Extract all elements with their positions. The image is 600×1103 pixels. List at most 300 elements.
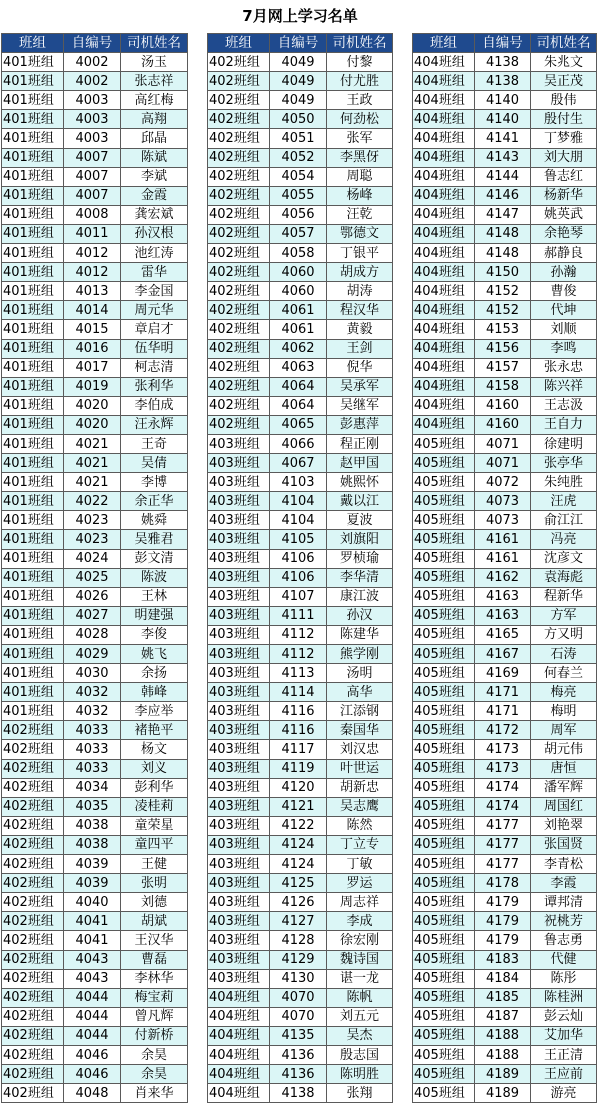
number-cell: 4111 [270,606,327,625]
team-cell: 401班组 [2,167,64,186]
team-cell: 402班组 [208,244,270,263]
table-row [2,683,188,702]
table-row [413,1045,597,1064]
team-cell: 403班组 [208,759,270,778]
number-cell: 4023 [64,530,121,549]
driver-name-cell: 刘大朋 [531,148,597,167]
team-cell: 405班组 [413,702,475,721]
number-cell: 4174 [475,778,531,797]
number-cell: 4051 [270,129,327,148]
table-header-row [413,34,597,53]
table-row [208,549,393,568]
team-cell: 404班组 [413,358,475,377]
driver-name-cell: 张永忠 [531,358,597,377]
team-cell: 403班组 [208,434,270,453]
driver-name-cell: 杨新华 [531,186,597,205]
driver-name-cell: 梅亮 [531,683,597,702]
number-cell: 4070 [270,988,327,1007]
number-cell: 4116 [270,702,327,721]
table-row [2,1045,188,1064]
number-cell: 4014 [64,301,121,320]
team-cell: 405班组 [413,855,475,874]
table-row [208,625,393,644]
driver-name-cell: 高红梅 [121,91,188,110]
driver-name-cell: 伍华明 [121,339,188,358]
table-row [413,454,597,473]
driver-name-cell: 黄毅 [327,320,393,339]
team-cell: 401班组 [2,358,64,377]
number-cell: 4104 [270,492,327,511]
number-cell: 4039 [64,855,121,874]
number-cell: 4043 [64,969,121,988]
number-cell: 4038 [64,816,121,835]
driver-name-cell: 戴以江 [327,492,393,511]
team-cell: 402班组 [2,1026,64,1045]
number-cell: 4043 [64,950,121,969]
team-cell: 402班组 [208,320,270,339]
number-cell: 4002 [64,72,121,91]
team-cell: 401班组 [2,282,64,301]
table-row [2,511,188,530]
roster-table-right [412,33,597,1103]
header-team: 班组 [2,34,64,53]
number-cell: 4022 [64,492,121,511]
table-row [208,511,393,530]
driver-name-cell: 程正刚 [327,434,393,453]
header-number: 自编号 [270,34,327,53]
driver-name-cell: 褚艳平 [121,721,188,740]
number-cell: 4050 [270,110,327,129]
number-cell: 4130 [270,969,327,988]
team-cell: 405班组 [413,683,475,702]
table-row [2,835,188,854]
number-cell: 4147 [475,205,531,224]
driver-name-cell: 张利华 [121,377,188,396]
number-cell: 4177 [475,816,531,835]
number-cell: 4019 [64,377,121,396]
table-row [413,186,597,205]
team-cell: 401班组 [2,587,64,606]
number-cell: 4033 [64,759,121,778]
driver-name-cell: 汪虎 [531,492,597,511]
team-cell: 405班组 [413,778,475,797]
table-row [413,1065,597,1084]
table-row [2,988,188,1007]
driver-name-cell: 刘五元 [327,1007,393,1026]
driver-name-cell: 袁海彪 [531,568,597,587]
table-row [208,645,393,664]
table-row [413,1026,597,1045]
table-header-row [208,34,393,53]
driver-name-cell: 王林 [121,587,188,606]
team-cell: 403班组 [208,797,270,816]
driver-name-cell: 祝桃芳 [531,912,597,931]
driver-name-cell: 丁敏 [327,855,393,874]
driver-name-cell: 吴正茂 [531,72,597,91]
team-cell: 403班组 [208,893,270,912]
driver-name-cell: 姚熙怀 [327,473,393,492]
number-cell: 4161 [475,530,531,549]
team-cell: 405班组 [413,931,475,950]
driver-name-cell: 吴倩 [121,454,188,473]
team-cell: 403班组 [208,740,270,759]
team-cell: 401班组 [2,110,64,129]
driver-name-cell: 李霞 [531,874,597,893]
driver-name-cell: 孙瀚 [531,263,597,282]
driver-name-cell: 陈明胜 [327,1065,393,1084]
team-cell: 402班组 [208,129,270,148]
team-cell: 402班组 [2,988,64,1007]
team-cell: 402班组 [2,855,64,874]
team-cell: 402班组 [208,282,270,301]
driver-name-cell: 殷付生 [531,110,597,129]
team-cell: 401班组 [2,91,64,110]
number-cell: 4030 [64,664,121,683]
team-cell: 401班组 [2,664,64,683]
team-cell: 402班组 [208,358,270,377]
team-cell: 401班组 [2,263,64,282]
team-cell: 403班组 [208,606,270,625]
number-cell: 4173 [475,759,531,778]
table-row [413,816,597,835]
driver-name-cell: 叶世运 [327,759,393,778]
team-cell: 402班组 [2,721,64,740]
team-cell: 405班组 [413,950,475,969]
driver-name-cell: 付新桥 [121,1026,188,1045]
team-cell: 401班组 [2,492,64,511]
table-row [208,1084,393,1103]
number-cell: 4120 [270,778,327,797]
table-row [413,568,597,587]
table-row [2,816,188,835]
team-cell: 404班组 [413,377,475,396]
number-cell: 4121 [270,797,327,816]
driver-name-cell: 李博 [121,473,188,492]
driver-name-cell: 艾加华 [531,1026,597,1045]
team-cell: 403班组 [208,511,270,530]
number-cell: 4135 [270,1026,327,1045]
driver-name-cell: 李金国 [121,282,188,301]
table-row [208,358,393,377]
table-row [413,129,597,148]
driver-name-cell: 章启才 [121,320,188,339]
number-cell: 4052 [270,148,327,167]
table-row [2,129,188,148]
roster-table-left [1,33,188,1103]
table-row [2,568,188,587]
driver-name-cell: 朱纯胜 [531,473,597,492]
number-cell: 4104 [270,511,327,530]
driver-name-cell: 姚舜 [121,511,188,530]
number-cell: 4173 [475,740,531,759]
number-cell: 4106 [270,568,327,587]
team-cell: 402班组 [2,740,64,759]
driver-name-cell: 张国贤 [531,835,597,854]
table-row [413,664,597,683]
driver-name-cell: 鄂德文 [327,224,393,243]
driver-name-cell: 吴继军 [327,396,393,415]
driver-name-cell: 张翔 [327,1084,393,1103]
number-cell: 4105 [270,530,327,549]
team-cell: 401班组 [2,72,64,91]
table-row [413,988,597,1007]
driver-name-cell: 周元华 [121,301,188,320]
number-cell: 4073 [475,511,531,530]
team-cell: 402班组 [2,874,64,893]
number-cell: 4174 [475,797,531,816]
driver-name-cell: 张亭华 [531,454,597,473]
number-cell: 4116 [270,721,327,740]
number-cell: 4183 [475,950,531,969]
roster-table [1,33,188,1103]
team-cell: 401班组 [2,148,64,167]
team-cell: 402班组 [2,835,64,854]
driver-name-cell: 姚英武 [531,205,597,224]
header-team: 班组 [208,34,270,53]
table-row [413,301,597,320]
team-cell: 402班组 [2,816,64,835]
team-cell: 401班组 [2,549,64,568]
table-row [413,912,597,931]
number-cell: 4179 [475,931,531,950]
team-cell: 402班组 [208,301,270,320]
driver-name-cell: 李应举 [121,702,188,721]
team-cell: 402班组 [2,1084,64,1103]
table-row [208,950,393,969]
number-cell: 4023 [64,511,121,530]
team-cell: 401班组 [2,645,64,664]
team-cell: 404班组 [208,1084,270,1103]
driver-name-cell: 彭利华 [121,778,188,797]
table-row [413,625,597,644]
driver-name-cell: 沈彦文 [531,549,597,568]
driver-name-cell: 高翔 [121,110,188,129]
table-row [2,224,188,243]
number-cell: 4127 [270,912,327,931]
table-row [2,454,188,473]
driver-name-cell: 余昊 [121,1065,188,1084]
driver-name-cell: 陈然 [327,816,393,835]
driver-name-cell: 江添钢 [327,702,393,721]
team-cell: 405班组 [413,912,475,931]
number-cell: 4021 [64,434,121,453]
team-cell: 405班组 [413,625,475,644]
number-cell: 4048 [64,1084,121,1103]
table-row [2,912,188,931]
table-row [208,167,393,186]
number-cell: 4184 [475,969,531,988]
table-row [208,874,393,893]
driver-name-cell: 姚飞 [121,645,188,664]
table-row [413,72,597,91]
team-cell: 403班组 [208,664,270,683]
table-row [208,244,393,263]
table-row [208,301,393,320]
table-row [208,702,393,721]
number-cell: 4049 [270,91,327,110]
team-cell: 405班组 [413,816,475,835]
table-row [2,110,188,129]
header-number: 自编号 [475,34,531,53]
driver-name-cell: 龚宏斌 [121,205,188,224]
driver-name-cell: 俞江江 [531,511,597,530]
table-row [2,186,188,205]
team-cell: 401班组 [2,683,64,702]
team-cell: 405班组 [413,568,475,587]
header-team: 班组 [413,34,475,53]
table-row [413,282,597,301]
team-cell: 403班组 [208,816,270,835]
driver-name-cell: 丁银平 [327,244,393,263]
team-cell: 405班组 [413,1084,475,1103]
number-cell: 4106 [270,549,327,568]
header-driver-name: 司机姓名 [531,34,597,53]
team-cell: 405班组 [413,740,475,759]
number-cell: 4003 [64,110,121,129]
driver-name-cell: 胡元伟 [531,740,597,759]
number-cell: 4177 [475,855,531,874]
number-cell: 4167 [475,645,531,664]
table-row [2,893,188,912]
number-cell: 4072 [475,473,531,492]
table-row [208,263,393,282]
number-cell: 4056 [270,205,327,224]
table-row [413,740,597,759]
driver-name-cell: 凌桂莉 [121,797,188,816]
table-row [208,339,393,358]
number-cell: 4189 [475,1065,531,1084]
number-cell: 4165 [475,625,531,644]
team-cell: 404班组 [208,1045,270,1064]
team-cell: 402班组 [2,778,64,797]
driver-name-cell: 吴承军 [327,377,393,396]
table-row [413,530,597,549]
driver-name-cell: 李鸣 [531,339,597,358]
table-row [2,377,188,396]
table-row [208,377,393,396]
header-driver-name: 司机姓名 [327,34,393,53]
team-cell: 405班组 [413,1065,475,1084]
driver-name-cell: 陈建华 [327,625,393,644]
driver-name-cell: 何劲松 [327,110,393,129]
driver-name-cell: 夏波 [327,511,393,530]
number-cell: 4012 [64,263,121,282]
driver-name-cell: 汪乾 [327,205,393,224]
number-cell: 4122 [270,816,327,835]
table-row [413,683,597,702]
number-cell: 4061 [270,301,327,320]
team-cell: 402班组 [2,893,64,912]
team-cell: 401班组 [2,415,64,434]
number-cell: 4160 [475,396,531,415]
driver-name-cell: 谭邦清 [531,893,597,912]
driver-name-cell: 刘汉忠 [327,740,393,759]
driver-name-cell: 李林华 [121,969,188,988]
table-row [208,110,393,129]
table-row [413,511,597,530]
team-cell: 405班组 [413,969,475,988]
driver-name-cell: 汪永辉 [121,415,188,434]
team-cell: 402班组 [208,148,270,167]
driver-name-cell: 柯志清 [121,358,188,377]
driver-name-cell: 何春兰 [531,664,597,683]
table-row [413,645,597,664]
driver-name-cell: 王应前 [531,1065,597,1084]
team-cell: 402班组 [2,759,64,778]
number-cell: 4126 [270,893,327,912]
team-cell: 401班组 [2,625,64,644]
number-cell: 4148 [475,224,531,243]
driver-name-cell: 曹磊 [121,950,188,969]
driver-name-cell: 魏诗国 [327,950,393,969]
table-row [2,874,188,893]
team-cell: 403班组 [208,568,270,587]
table-row [2,72,188,91]
number-cell: 4002 [64,53,121,72]
table-row [208,91,393,110]
driver-name-cell: 鲁志勇 [531,931,597,950]
team-cell: 402班组 [208,167,270,186]
table-row [413,855,597,874]
driver-name-cell: 陈兴祥 [531,377,597,396]
driver-name-cell: 王志汲 [531,396,597,415]
number-cell: 4007 [64,167,121,186]
number-cell: 4153 [475,320,531,339]
table-row [208,320,393,339]
driver-name-cell: 高华 [327,683,393,702]
team-cell: 405班组 [413,530,475,549]
driver-name-cell: 秦国华 [327,721,393,740]
table-row [413,167,597,186]
number-cell: 4021 [64,473,121,492]
number-cell: 4049 [270,53,327,72]
number-cell: 4065 [270,415,327,434]
table-row [2,415,188,434]
driver-name-cell: 付尤胜 [327,72,393,91]
driver-name-cell: 鲁志红 [531,167,597,186]
driver-name-cell: 王健 [121,855,188,874]
team-cell: 403班组 [208,721,270,740]
number-cell: 4033 [64,740,121,759]
team-cell: 404班组 [208,988,270,1007]
number-cell: 4160 [475,415,531,434]
driver-name-cell: 程新华 [531,587,597,606]
number-cell: 4039 [64,874,121,893]
table-row [2,606,188,625]
table-row [208,759,393,778]
table-row [208,912,393,931]
number-cell: 4188 [475,1026,531,1045]
driver-name-cell: 肖来华 [121,1084,188,1103]
number-cell: 4138 [270,1084,327,1103]
table-row [413,797,597,816]
driver-name-cell: 雷华 [121,263,188,282]
header-number: 自编号 [64,34,121,53]
team-cell: 402班组 [2,912,64,931]
table-row [413,931,597,950]
driver-name-cell: 李俊 [121,625,188,644]
table-row [2,263,188,282]
number-cell: 4158 [475,377,531,396]
number-cell: 4044 [64,1026,121,1045]
team-cell: 404班组 [413,301,475,320]
number-cell: 4172 [475,721,531,740]
driver-name-cell: 李华清 [327,568,393,587]
team-cell: 401班组 [2,129,64,148]
driver-name-cell: 代健 [531,950,597,969]
table-row [413,1007,597,1026]
table-row [2,1084,188,1103]
